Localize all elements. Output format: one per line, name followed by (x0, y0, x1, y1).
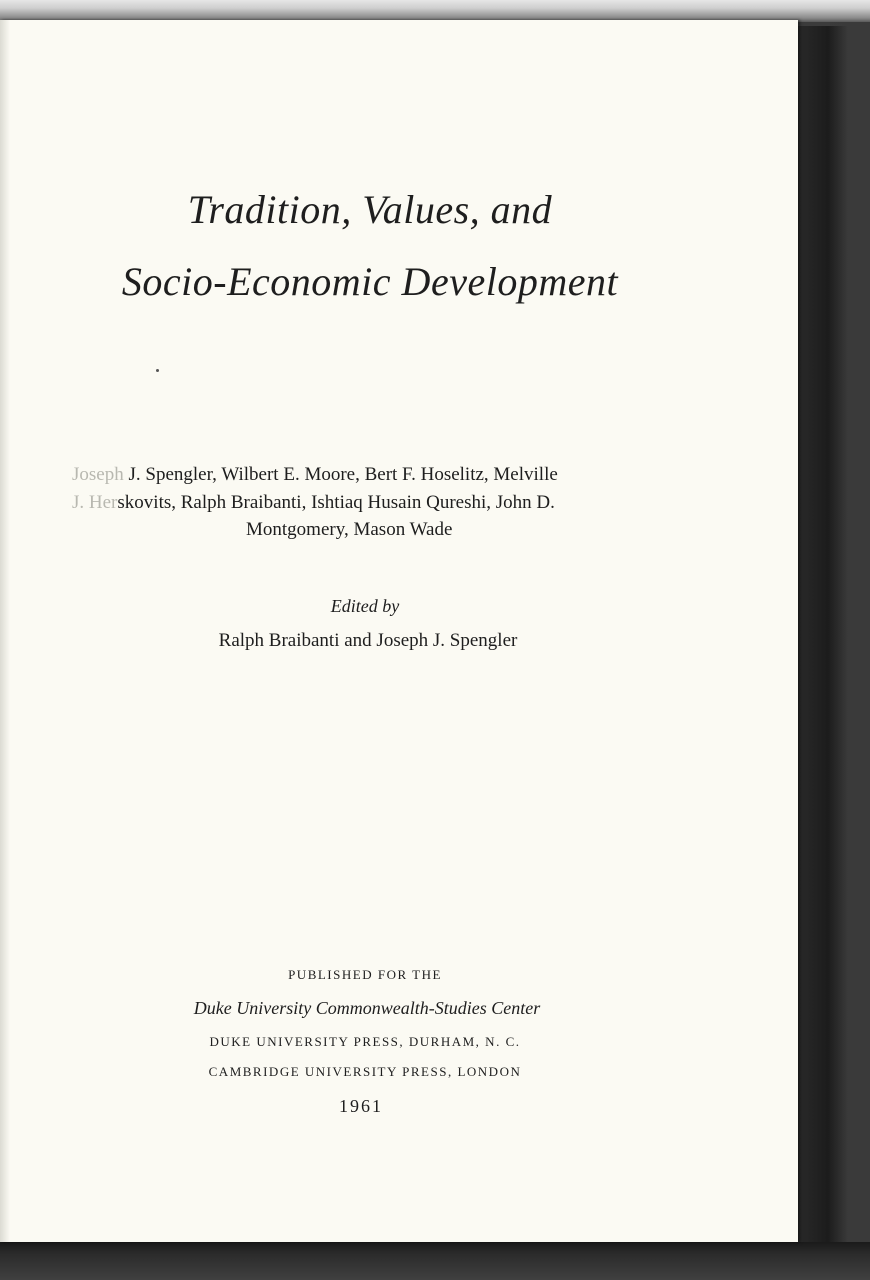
book-cover-board-right (798, 26, 848, 1246)
scanner-top-edge (0, 0, 870, 22)
book-title-line-1: Tradition, Values, and (187, 187, 553, 232)
book-cover-board-bottom (0, 1242, 870, 1280)
publisher-press-london: CAMBRIDGE UNIVERSITY PRESS, LONDON (208, 1064, 522, 1079)
edited-by-label: Edited by (330, 596, 400, 616)
authors-line-1 (72, 461, 558, 489)
authors-line-3: Montgomery, Mason Wade (246, 519, 453, 540)
editor-names: Ralph Braibanti and Joseph J. Spengler (218, 630, 518, 651)
authors-line-2-text: skovits, Ralph Braibanti, Ishtiaq Husain Qureshi, John D. (117, 492, 555, 513)
authors-line-2 (72, 489, 555, 517)
publication-year: 1961 (339, 1096, 383, 1116)
print-speck (156, 369, 159, 372)
authors-line-1-text: J. Spengler, Wilbert E. Moore, Bert F. Hoselitz, Melville (123, 464, 558, 485)
book-title-line-2: Socio-Economic Development (121, 259, 619, 304)
authors-line-2-faded: J. Her (72, 492, 118, 513)
publishing-center-name: Duke University Commonwealth-Studies Center (193, 998, 541, 1018)
publisher-press-durham: DUKE UNIVERSITY PRESS, DURHAM, N. C. (209, 1034, 521, 1049)
authors-line-1-faded: Joseph (72, 464, 124, 485)
published-for-line: PUBLISHED FOR THE (288, 967, 442, 982)
